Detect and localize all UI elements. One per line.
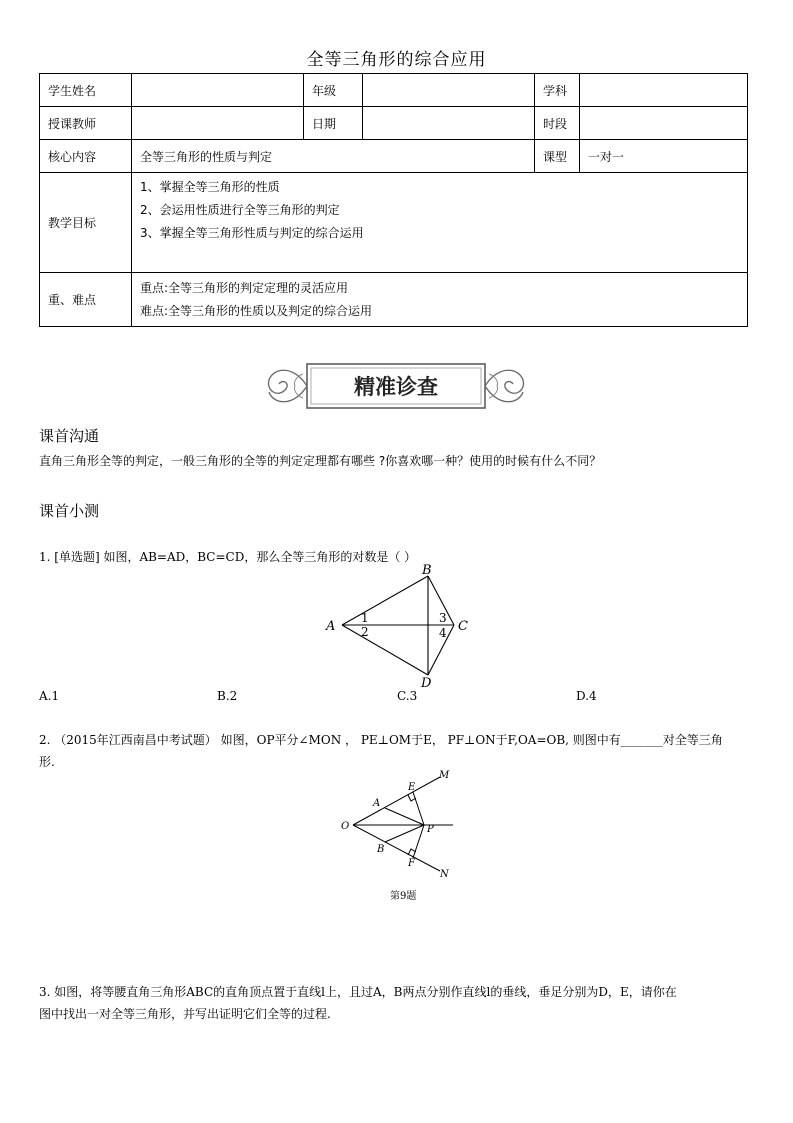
- q2-label-o: O: [341, 821, 350, 832]
- label-student-name: 学生姓名: [40, 74, 132, 107]
- q2-label-b: B: [377, 844, 385, 855]
- table-row: [40, 140, 748, 173]
- q1-label-a: A: [326, 619, 336, 634]
- q1-label-c: C: [458, 619, 468, 634]
- goal-item: 2、会运用性质进行全等三角形的判定: [140, 203, 340, 217]
- label-key-points: 重、难点: [40, 273, 132, 327]
- question-1: 1. [单选题] 如图，AB=AD，BC=CD，那么全等三角形的对数是（ ）: [39, 550, 417, 564]
- q2-label-p: P: [427, 824, 434, 835]
- page-title: 全等三角形的综合应用: [306, 50, 487, 70]
- table-row: [40, 273, 748, 327]
- q1-label-1: 1: [361, 611, 369, 625]
- value-teacher: [132, 107, 304, 140]
- goal-item: 1、掌握全等三角形的性质: [140, 180, 280, 194]
- label-teaching-goals: 教学目标: [40, 173, 132, 273]
- value-lesson-type: 一对一: [580, 140, 748, 173]
- teaching-goals: [132, 173, 748, 273]
- label-core-content: 核心内容: [40, 140, 132, 173]
- label-date: 日期: [304, 107, 363, 140]
- q2-label-e: E: [408, 782, 416, 793]
- q2-label-m: M: [439, 770, 450, 781]
- q1-figure: [320, 560, 480, 690]
- question-2-line-1: 2. （2015年江西南昌中考试题） 如图，OP平分∠MON ， PE⊥OM于E， PF⊥ON于F,OA=OB, 则图中有_______对全等三角: [39, 733, 723, 747]
- info-table: [39, 73, 748, 327]
- question-3-line-1: 3. 如图，将等腰直角三角形ABC的直角顶点置于直线l上，且过A，B两点分别作直线l的垂线，垂足分别为D，E，请你在: [39, 985, 677, 999]
- section-text: 直角三角形全等的判定，一般三角形的全等的判定定理都有哪些 ?你喜欢哪一种？使用的时候有什么不同？: [39, 454, 602, 468]
- table-row: [40, 74, 748, 107]
- section-heading: 课首小测: [39, 502, 100, 520]
- table-row: [40, 173, 748, 273]
- value-core-content: 全等三角形的性质与判定: [132, 140, 535, 173]
- q2-caption: 第9题: [390, 891, 417, 902]
- q1-label-4: 4: [439, 626, 447, 640]
- label-period: 时段: [535, 107, 580, 140]
- option-a[interactable]: A.1: [39, 689, 60, 703]
- label-grade: 年级: [304, 74, 363, 107]
- q2-label-f: F: [408, 858, 415, 869]
- q1-label-2: 2: [361, 625, 369, 639]
- section-heading: 课首沟通: [39, 427, 100, 445]
- option-d[interactable]: D.4: [576, 689, 597, 703]
- table-row: [40, 107, 748, 140]
- label-teacher: 授课教师: [40, 107, 132, 140]
- q1-label-3: 3: [439, 611, 447, 625]
- label-lesson-type: 课型: [535, 140, 580, 173]
- banner-text: 精准诊查: [354, 374, 438, 399]
- q2-figure: [335, 765, 465, 905]
- key-point-item: 重点:全等三角形的判定定理的灵活应用: [140, 280, 349, 295]
- value-grade: [363, 74, 535, 107]
- section-banner: [263, 354, 529, 418]
- value-date: [363, 107, 535, 140]
- q1-label-b: B: [422, 563, 432, 578]
- option-b[interactable]: B.2: [217, 689, 238, 703]
- value-student-name: [132, 74, 304, 107]
- label-subject: 学科: [535, 74, 580, 107]
- goal-item: 3、掌握全等三角形性质与判定的综合运用: [140, 226, 364, 240]
- value-subject: [580, 74, 748, 107]
- question-2-line-2: 形.: [39, 755, 55, 769]
- banner-ornament: [263, 354, 529, 418]
- q1-label-d: D: [421, 676, 432, 690]
- value-period: [580, 107, 748, 140]
- q2-label-a: A: [373, 798, 381, 809]
- question-3-line-2: 图中找出一对全等三角形，并写出证明它们全等的过程.: [39, 1007, 331, 1021]
- q2-label-n: N: [440, 869, 449, 880]
- key-points: [132, 273, 748, 327]
- option-c[interactable]: C.3: [397, 689, 418, 703]
- key-point-item: 难点:全等三角形的性质以及判定的综合运用: [140, 303, 373, 318]
